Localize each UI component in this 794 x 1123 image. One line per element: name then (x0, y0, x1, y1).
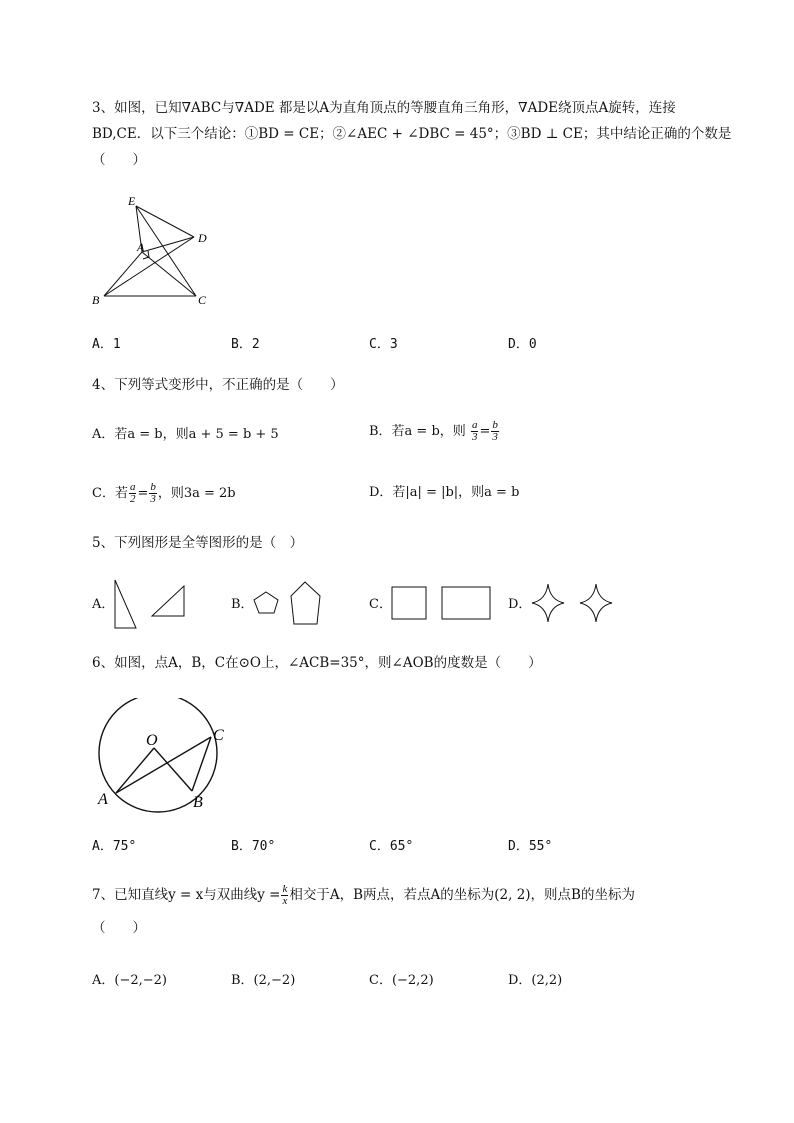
q5-option-b-label[interactable]: B． (231, 597, 254, 612)
q4-option-c-fraction-a2 (129, 482, 137, 505)
q5-option-b-figure[interactable] (250, 580, 326, 630)
q4-option-b-fraction-b3 (491, 420, 499, 443)
q6-option-c[interactable]: C．65° (369, 839, 414, 854)
q7-option-c[interactable]: C．(−2,2) (369, 973, 434, 988)
q3-seg-ED (136, 206, 194, 237)
fraction-numerator: k (282, 883, 288, 895)
q3-label-B: B (92, 293, 100, 307)
fraction-denominator: 3 (471, 431, 478, 443)
q3-figure (88, 188, 218, 313)
fraction-numerator: a (129, 481, 136, 493)
q7-option-d[interactable]: D．(2,2) (508, 973, 563, 988)
q6-option-a[interactable]: A．75° (92, 839, 137, 854)
q6-option-d[interactable]: D．55° (508, 839, 553, 854)
q3-seg-AC (142, 252, 196, 296)
q3-stem-line1: 3、如图，已知∇ABC与∇ADE 都是以A为直角顶点的等腰直角三角形，∇ADE绕顶点A旋转，连接 (92, 100, 676, 116)
q5-option-d-label[interactable]: D． (508, 597, 532, 612)
q5-c-square (392, 587, 426, 619)
q3-label-D: D (198, 231, 207, 245)
q5-b-pentagon-large (291, 582, 320, 624)
q4-option-d[interactable]: D．若|a| = |b|，则a = b (369, 485, 520, 500)
q4-option-c-equals: = (137, 486, 149, 501)
q4-option-b-equals: = (479, 424, 491, 439)
q4-option-c-text: C．若 (92, 486, 128, 501)
q4-option-c-fraction-b3 (149, 482, 157, 505)
q5-c-rectangle (442, 587, 490, 619)
q4-option-c[interactable] (92, 482, 236, 505)
q5-d-star-right (580, 584, 612, 622)
q5-option-c-label[interactable]: C． (369, 597, 392, 612)
q7-stem-post: 相交于A，B两点，若点A的坐标为(2, 2)，则点B的坐标为 (289, 887, 635, 903)
q5-option-c-figure[interactable] (390, 585, 494, 625)
q3-stem-line2: BD,CE．以下三个结论：①BD = CE；②∠AEC + ∠DBC = 45°；③BD ⊥ CE；其中结论正确的个数是 (92, 126, 732, 142)
q5-option-a-label[interactable]: A． (92, 597, 115, 612)
q5-stem: 5、下列图形是全等图形的是（ ） (92, 535, 304, 551)
q3-stem-line3: （ ） (92, 152, 146, 168)
q5-option-d-figure[interactable] (528, 582, 618, 624)
q6-seg-AC (116, 737, 211, 793)
q3-seg-AD (142, 237, 194, 252)
q3-label-C: C (198, 293, 207, 307)
q4-option-b-fraction-a3 (471, 420, 479, 443)
q6-label-B: B (193, 794, 203, 811)
fraction-numerator: b (150, 481, 156, 493)
q5-a-triangle-tall (115, 580, 136, 628)
q7-option-b[interactable]: B．(2,−2) (231, 973, 296, 988)
q4-option-c-post: ，则3a = 2b (157, 486, 236, 501)
q5-option-a-figure[interactable] (112, 578, 192, 630)
fraction-denominator: 3 (150, 493, 156, 505)
q7-option-a[interactable]: A．(−2,−2) (92, 973, 167, 988)
q3-option-c[interactable]: C．3 (369, 337, 398, 352)
q5-b-pentagon-small (254, 592, 278, 613)
q5-a-triangle-small (152, 586, 184, 616)
q7-fraction-k-over-x (281, 884, 288, 907)
q3-seg-BA (104, 252, 142, 296)
q3-option-b[interactable]: B．2 (231, 337, 260, 352)
fraction-denominator: 3 (492, 431, 498, 443)
q6-label-A: A (98, 791, 108, 808)
q6-stem: 6、如图，点A，B，C在⊙O上，∠ACB=35°，则∠AOB的度数是（ ） (92, 655, 542, 671)
q3-option-a[interactable]: A．1 (92, 337, 121, 352)
fraction-numerator: b (492, 419, 498, 431)
q6-label-C: C (213, 727, 224, 744)
q3-option-d[interactable]: D．0 (508, 337, 537, 352)
q7-stem-line2: （ ） (92, 920, 146, 936)
q5-d-star-left (532, 584, 564, 622)
q4-option-b-text: B．若a = b，则 (369, 424, 466, 439)
q6-option-b[interactable]: B．70° (231, 839, 276, 854)
q4-option-a[interactable]: A．若a = b，则a + 5 = b + 5 (92, 427, 279, 442)
q6-seg-OB (154, 748, 192, 791)
q6-label-O: O (146, 732, 158, 749)
q3-seg-BD (104, 237, 194, 296)
q6-figure (92, 698, 242, 816)
q3-label-E: E (128, 194, 136, 208)
q3-label-A: A (137, 240, 145, 254)
q4-option-b[interactable] (369, 420, 500, 443)
q6-seg-OA (116, 748, 154, 793)
q7-stem (92, 884, 635, 907)
fraction-numerator: a (471, 419, 478, 431)
fraction-denominator: x (282, 895, 288, 907)
fraction-denominator: 2 (129, 493, 136, 505)
q4-stem: 4、下列等式变形中，不正确的是（ ） (92, 377, 344, 393)
q7-stem-pre: 7、已知直线y = x与双曲线y = (92, 887, 281, 903)
